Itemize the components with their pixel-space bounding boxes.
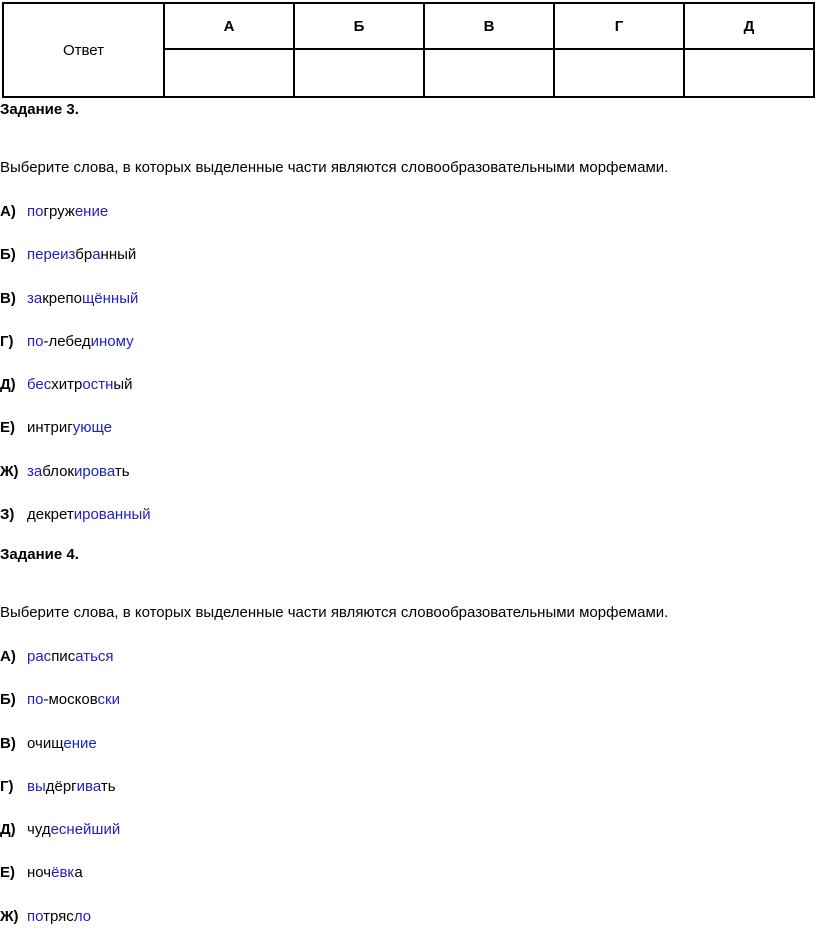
word-part: груж <box>43 203 75 220</box>
option-letter: Б) <box>0 691 16 709</box>
option-letter: Д) <box>0 821 16 839</box>
option-word <box>27 463 130 480</box>
word-part: чуд <box>27 821 51 839</box>
morpheme-highlight: за <box>27 289 43 307</box>
word-part: ый <box>113 376 133 394</box>
option-letter: Д) <box>0 376 16 394</box>
word-part: интриг <box>27 419 73 437</box>
option-item <box>0 734 816 777</box>
morpheme-highlight: ива <box>76 777 101 795</box>
option-word <box>27 778 116 795</box>
word-part: тряс <box>43 907 74 925</box>
option-letter: З) <box>0 506 15 524</box>
option-letter: Е) <box>0 419 15 437</box>
morpheme-highlight: остн <box>82 376 114 394</box>
option-word <box>27 376 133 393</box>
morpheme-highlight: а <box>92 246 101 264</box>
answer-cell-d[interactable] <box>684 49 814 97</box>
morpheme-highlight: щённый <box>81 289 139 307</box>
word-part: декрет <box>27 506 74 524</box>
option-letter: Ж) <box>0 907 19 925</box>
answer-col-b: Б <box>294 3 424 49</box>
morpheme-highlight: бес <box>27 376 52 394</box>
option-letter: Г) <box>0 332 14 350</box>
option-letter: В) <box>0 734 16 752</box>
option-word <box>27 691 120 708</box>
answer-col-a: А <box>164 3 294 49</box>
option-letter: Ж) <box>0 462 19 480</box>
answer-col-v: В <box>424 3 554 49</box>
option-item <box>0 289 816 332</box>
morpheme-highlight: по <box>27 691 44 709</box>
answer-cell-g[interactable] <box>554 49 684 97</box>
task-4-options <box>0 647 816 950</box>
option-word <box>27 203 108 220</box>
morpheme-highlight: ирова <box>73 462 115 480</box>
word-part: ть <box>114 462 130 480</box>
morpheme-highlight: ение <box>63 734 97 752</box>
option-item <box>0 375 816 418</box>
option-item <box>0 462 816 505</box>
option-item <box>0 418 816 461</box>
word-part: -москов <box>43 691 98 709</box>
option-item <box>0 332 816 375</box>
task-3-text: Выберите слова, в которых выделенные части являются словообразовательными морфемами. <box>0 159 669 176</box>
morpheme-highlight: ующе <box>72 419 112 437</box>
morpheme-highlight: по <box>27 203 44 220</box>
task-4-text: Выберите слова, в которых выделенные части являются словообразовательными морфемами. <box>0 604 669 621</box>
answer-cell-a[interactable] <box>164 49 294 97</box>
word-part: блок <box>42 462 74 480</box>
word-part: крепо <box>42 289 82 307</box>
word-part: -лебед <box>43 332 91 350</box>
word-part: очищ <box>27 734 64 752</box>
answer-col-d: Д <box>684 3 814 49</box>
morpheme-highlight: ски <box>97 691 120 709</box>
word-part: ноч <box>27 864 52 882</box>
task-4-section <box>0 545 816 950</box>
option-item <box>0 690 816 733</box>
option-letter: А) <box>0 648 16 665</box>
morpheme-highlight: переиз <box>27 246 76 264</box>
task-3-section <box>0 100 816 548</box>
option-word <box>27 648 114 665</box>
morpheme-highlight: иному <box>90 332 134 350</box>
morpheme-highlight: вы <box>27 777 46 795</box>
option-word <box>27 821 120 838</box>
option-word <box>27 506 151 523</box>
morpheme-highlight: еснейший <box>50 821 121 839</box>
task-3-title: Задание 3. <box>0 101 79 118</box>
task-3-options <box>0 202 816 548</box>
option-letter: Е) <box>0 864 15 882</box>
option-word <box>27 333 134 350</box>
morpheme-highlight: по <box>27 907 44 925</box>
option-item <box>0 820 816 863</box>
option-word <box>27 908 91 925</box>
option-item <box>0 202 816 245</box>
option-word <box>27 735 97 752</box>
answer-cell-v[interactable] <box>424 49 554 97</box>
option-letter: А) <box>0 203 16 220</box>
morpheme-highlight: ированный <box>73 506 151 524</box>
answer-cell-b[interactable] <box>294 49 424 97</box>
option-item <box>0 907 816 950</box>
word-part: ть <box>100 777 116 795</box>
morpheme-highlight: по <box>27 332 44 350</box>
option-letter: Г) <box>0 777 14 795</box>
word-part: нный <box>100 246 137 264</box>
option-item <box>0 863 816 906</box>
morpheme-highlight: ло <box>73 907 92 925</box>
task-4-title: Задание 4. <box>0 546 79 563</box>
morpheme-highlight: рас <box>27 648 52 665</box>
option-word <box>27 864 83 881</box>
word-part: хитр <box>51 376 83 394</box>
option-letter: Б) <box>0 246 16 264</box>
option-item <box>0 505 816 548</box>
morpheme-highlight: ёвк <box>51 864 75 882</box>
option-letter: В) <box>0 289 16 307</box>
word-part: бр <box>75 246 93 264</box>
morpheme-highlight: за <box>27 462 43 480</box>
option-item <box>0 647 816 690</box>
answer-col-g: Г <box>554 3 684 49</box>
option-word <box>27 246 136 263</box>
answer-table <box>2 2 815 98</box>
answer-label: Ответ <box>3 3 164 97</box>
morpheme-highlight: аться <box>75 648 114 665</box>
word-part: а <box>74 864 83 882</box>
option-word <box>27 290 138 307</box>
word-part: дёрг <box>45 777 77 795</box>
option-item <box>0 777 816 820</box>
option-item <box>0 245 816 288</box>
option-word <box>27 419 112 436</box>
word-part: пис <box>51 648 76 665</box>
morpheme-highlight: ение <box>74 203 109 220</box>
